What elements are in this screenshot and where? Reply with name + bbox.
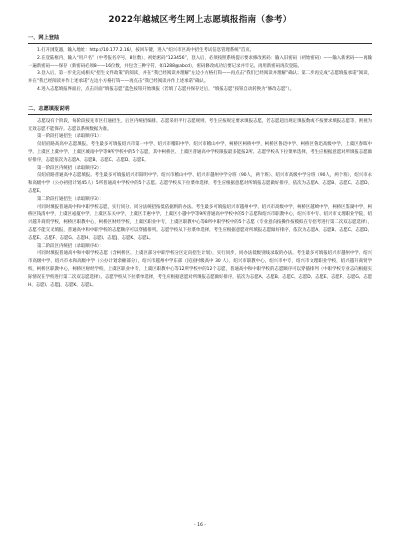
stage-text: 仅绍府路高高中志愿填报。考生最多可填报绍兴市第一中学、绍兴市稽阳中学、绍兴市稽山中学，柯桥区柯桥中学，柯桥区鲁迅中学、柯桥区鲁迅高级中学，上虞区春晖中学、上虞区上虞中学、上虞区城南中学等9所学校中的5个志愿，其中柯桥区、上虞区普通高中学校限报最多能报2所。志愿学校从下拉菜单选择，考生应根据意愿对所填报志愿做好排序，志愿依次为志愿A、志愿B、志愿C、志愿D、志愿E。 bbox=[28, 142, 372, 163]
stage-text: 仅绍府路普通高中志愿填报。考生最多可填报绍兴市阳明中学、绍兴市稽山中学、绍兴市越州中学分班（90人，两个班）、绍兴市高级中学分班（90人，两个班），绍兴市永和高级中学（公办初招计划45人）5所普通高中学校中的5个志愿。志愿学校从下拉菜单选择，考生应根据意愿对所填报志愿做好排序，依次为志愿A、志愿B、志愿C、志愿D、志愿E。 bbox=[28, 173, 372, 194]
stage-text: 可同时填报普通高中和中职学校志愿，实行同分、同分法统招按低依据则的办法。考生最多可填报绍兴市越州中学、绍兴市高级中学，柯桥区越崎中学，柯桥区鉴湖中学，柯桥区钱清中学，上虞区崧厦中学，上虞区东关中学，上虞区丰惠中学，上虞区小越中学等9所普通高中学校中的5个志愿和绍兴市职教中心，绍兴市中专、绍兴市文理职业学院，绍兴越升商贸学校，柯桥区职教中心，柯桥区财经学校，上虞区职业中专，上虞区职教中心等8所中职学校中的5个志愿（专业意向按操作按模拟在专招考进行第二次双志愿选择），志愿不能交叉填报，普通高中和中职学校的志愿顺序可以穿插排列。志愿学校从下拉菜单选择，考生应根据意愿对所填报志愿做好排序，依次为志愿A、志愿B、志愿C、志愿D、志愿E、志愿F、志愿G、志愿H、志愿I、志愿J、志愿K、志愿L。 bbox=[28, 204, 372, 241]
login-step-2: 2.在登陆框内，输入“用户名”（中考报名序号，8位数），初始密码“123456”，登入后，必须按照系统提示要求修改密码：输入旧密码（初始密码）——输入新密码——再输一遍新密码——保存（新密码必须8——16位数，并包含三种字符，如1288@abcd），密码修改成功后要记录并牢记。再用新密码再次登陆。 bbox=[28, 55, 372, 69]
section-divider bbox=[28, 43, 372, 44]
login-step-3: 3.登入后，第一步先完成相关“招生文件政策”的阅读，并在“我已经阅读并理解”左边小方格打钩——再点击“我们已经阅读并理解”确认；第二步再完成“志愿填报承诺”阅读，并在“我已经阅读并作上述承诺”左边小方格打钩——再点击“我已经阅读并作上述承诺”确认。 bbox=[28, 71, 372, 85]
section-heading-login: 一、网上登陆 bbox=[28, 35, 60, 41]
stage-label: 第二阶段区内统招（录取顺序4）： bbox=[37, 243, 104, 249]
instructions-intro: 志愿设有个阶段，每阶段按先市区打通招生，后区内统招编排。志愿采用平行志愿规则，考生应按规定要求填报志愿，若志愿超出规定填报数或不按要求填报志愿等，则视为无效志愿不能保存。志愿以系统数据为准。 bbox=[28, 118, 372, 132]
section-divider bbox=[28, 114, 372, 115]
stage-label: 第一阶段区内统招（录取顺序2）： bbox=[37, 165, 104, 171]
login-step-1: 1.打开浏览器，输入地址：http://10.177.2.16/，按回车键，进入“绍兴市区高中招生考试信息管理系统”首页。 bbox=[37, 48, 255, 53]
stage-text: 可同时填报普通高中和中职学校志愿（含柯桥区、上虞区部分中职学校分区定向招生计划），实行同步，同办法低级别线录取的办法。考生最多可填报绍兴市越州中学、绍兴市高级中学、绍兴市永和高级中学（公办计划余额部分），绍兴市越州中学东部（民国村级高中 30 人），绍兴市职教中心，绍兴市中专，绍兴市文理职业学校，绍兴越升商贸学校，柯桥区职教中心，柯桥区财经学校，上虞区职业中专，上虞区职教中心等12所学校中的12个志愿，普通高中和中职学校的志愿顺序可以穿插排列（中职学校专业志向根据实际情况在学校进行第二次双志愿选择）。志愿学校从下拉菜单选择，考生应根据意愿对所填报志愿做好排序，依次为志愿A、志愿B、志愿C、志愿D、志愿E、志愿F、志愿G、志愿H、志愿I、志愿J、志愿K、志愿L。 bbox=[28, 251, 372, 288]
section-heading-instructions: 二、志愿填报说明 bbox=[28, 105, 70, 112]
login-step-4: 4.进入志愿填报界面后，点击页面“填报志愿”蓝色按钮开始填报（若填了志愿并保存过后，“填报志愿”按钮自动转换为“修改志愿”）。 bbox=[37, 86, 295, 92]
document-title: 2022年越城区考生网上志愿填报指南（参考） bbox=[108, 15, 292, 25]
stage-label: 第一阶段打通招生（录取顺序1）： bbox=[37, 134, 104, 140]
page-number: - 16 - bbox=[193, 523, 207, 528]
stage-label: 第二阶段打通招生（录取顺序3）： bbox=[37, 196, 104, 202]
